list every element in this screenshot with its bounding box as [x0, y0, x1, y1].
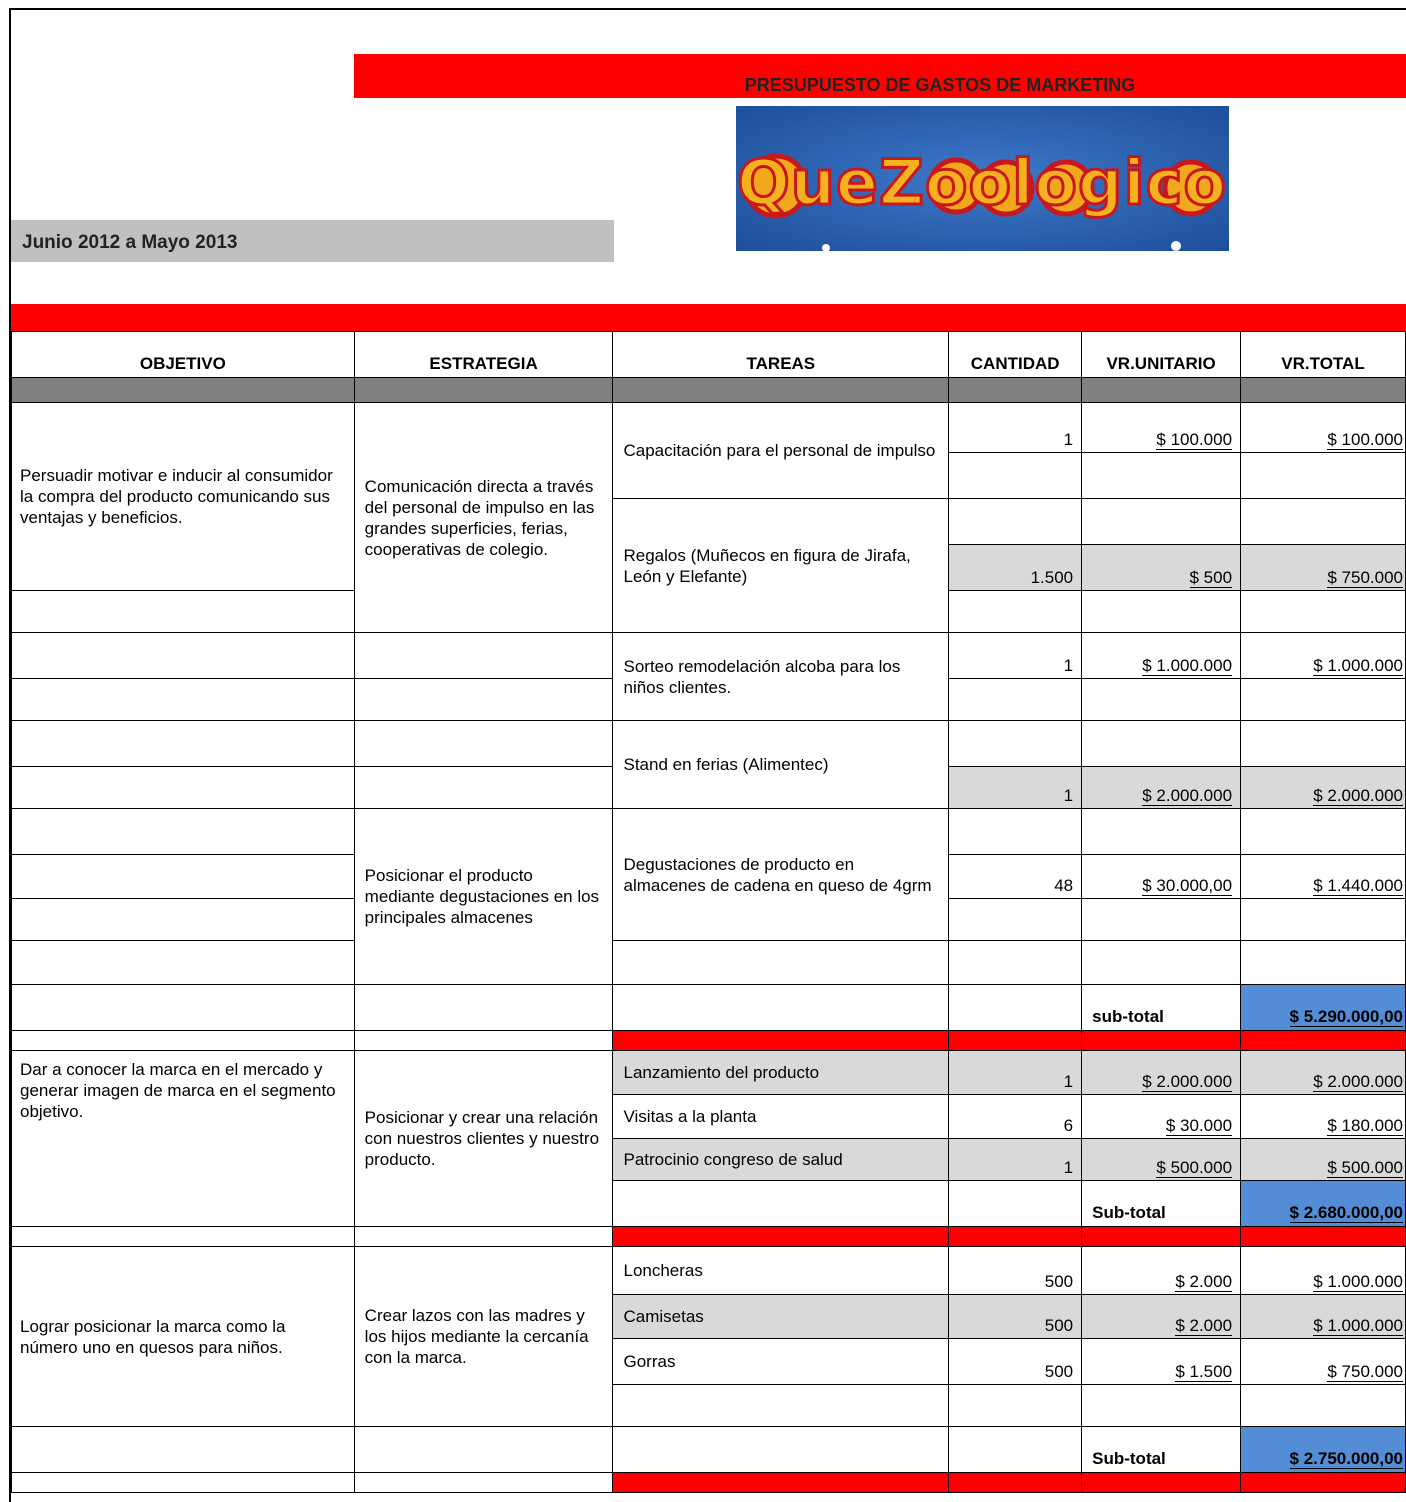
task-total: $ 750.000 — [1241, 545, 1406, 591]
table-row — [12, 1051, 1406, 1095]
strategy-cell-1b: Posicionar el producto mediante degustaciones en los principales almacenes — [354, 809, 613, 985]
objective-cell-1: Persuadir motivar e inducir al consumidor la compra del producto comunicando sus ventajas y beneficios. — [12, 403, 355, 591]
task-unit: $ 500.000 — [1082, 1139, 1241, 1181]
task-unit: $ 2.000.000 — [1082, 767, 1241, 809]
task-name: Loncheras — [613, 1247, 949, 1295]
task-name: Gorras — [613, 1339, 949, 1385]
table-row — [12, 633, 1406, 679]
strategy-cell-2: Posicionar y crear una relación con nuestros clientes y nuestro producto. — [354, 1051, 613, 1227]
page-title: PRESUPUESTO DE GASTOS DE MARKETING — [744, 75, 1136, 95]
task-name: Sorteo remodelación alcoba para los niños clientes. — [613, 633, 949, 721]
subtotal-label: sub-total — [1082, 985, 1241, 1031]
header-red-band — [11, 304, 1406, 331]
task-qty: 500 — [949, 1339, 1082, 1385]
task-name: Capacitación para el personal de impulso — [613, 403, 949, 499]
task-name: Lanzamiento del producto — [613, 1051, 949, 1095]
col-header-vr-unitario: VR.UNITARIO — [1082, 332, 1241, 378]
subtotal-row — [12, 1427, 1406, 1473]
task-name: Patrocinio congreso de salud — [613, 1139, 949, 1181]
task-qty: 500 — [949, 1247, 1082, 1295]
table-row — [12, 941, 1406, 985]
subtotal-row — [12, 985, 1406, 1031]
task-total: $ 750.000 — [1241, 1339, 1406, 1385]
red-separator-row — [12, 1227, 1406, 1247]
task-unit: $ 2.000 — [1082, 1295, 1241, 1339]
task-total: $ 2.000.000 — [1241, 1051, 1406, 1095]
col-header-objetivo: OBJETIVO — [12, 332, 355, 378]
col-header-estrategia: ESTRATEGIA — [354, 332, 613, 378]
task-qty: 1 — [949, 403, 1082, 453]
table-row — [12, 809, 1406, 855]
task-total: $ 2.000.000 — [1241, 767, 1406, 809]
task-name: Stand en ferias (Alimentec) — [613, 721, 949, 809]
subtotal-value: $ 5.290.000,00 — [1241, 985, 1406, 1031]
table-row — [12, 403, 1406, 453]
task-unit: $ 100.000 — [1082, 403, 1241, 453]
sheet-top-border — [9, 8, 1406, 10]
task-name: Camisetas — [613, 1295, 949, 1339]
task-qty: 1.500 — [949, 545, 1082, 591]
task-total: $ 1.000.000 — [1241, 1247, 1406, 1295]
task-total: $ 180.000 — [1241, 1095, 1406, 1139]
subtotal-value: $ 2.680.000,00 — [1241, 1181, 1406, 1227]
task-name: Regalos (Muñecos en figura de Jirafa, León y Elefante) — [613, 499, 949, 633]
task-qty: 1 — [949, 1139, 1082, 1181]
logo-graphic — [736, 106, 1229, 251]
objective-cell-2: Dar a conocer la marca en el mercado y generar imagen de marca en el segmento objetivo. — [12, 1051, 355, 1227]
strategy-cell-1: Comunicación directa a través del personal de impulso en las grandes superficies, ferias, cooperativas de colegio. — [354, 403, 613, 633]
task-total: $ 100.000 — [1241, 403, 1406, 453]
task-name: Degustaciones de producto en almacenes de cadena en queso de 4grm — [613, 809, 949, 941]
task-qty: 1 — [949, 1051, 1082, 1095]
col-header-tareas: TAREAS — [613, 332, 949, 378]
period-label: Junio 2012 a Mayo 2013 — [22, 232, 238, 253]
col-header-cantidad: CANTIDAD — [949, 332, 1082, 378]
task-unit: $ 30.000 — [1082, 1095, 1241, 1139]
subtotal-value: $ 2.750.000,00 — [1241, 1427, 1406, 1473]
task-unit: $ 30.000,00 — [1082, 855, 1241, 899]
task-qty: 48 — [949, 855, 1082, 899]
task-unit: $ 1.000.000 — [1082, 633, 1241, 679]
svg-text:QueZoologico: QueZoologico — [737, 146, 1227, 219]
strategy-cell-3: Crear lazos con las madres y los hijos mediante la cercanía con la marca. — [354, 1247, 613, 1427]
task-unit: $ 2.000.000 — [1082, 1051, 1241, 1095]
title-banner — [354, 54, 1406, 98]
task-unit: $ 500 — [1082, 545, 1241, 591]
subtotal-label: Sub-total — [1082, 1427, 1241, 1473]
budget-table — [11, 331, 1406, 1493]
task-total: $ 1.000.000 — [1241, 1295, 1406, 1339]
subtotal-label: Sub-total — [1082, 1181, 1241, 1227]
task-name: Visitas a la planta — [613, 1095, 949, 1139]
task-qty: 6 — [949, 1095, 1082, 1139]
brand-logo — [736, 106, 1229, 251]
task-total: $ 1.440.000 — [1241, 855, 1406, 899]
task-qty: 1 — [949, 633, 1082, 679]
task-total: $ 500.000 — [1241, 1139, 1406, 1181]
table-row — [12, 721, 1406, 767]
gray-separator-row — [12, 378, 1406, 403]
task-unit: $ 2.000 — [1082, 1247, 1241, 1295]
table-row — [12, 1247, 1406, 1295]
objective-cell-3: Lograr posicionar la marca como la número uno en quesos para niños. — [12, 1247, 355, 1427]
red-separator-row — [12, 1031, 1406, 1051]
task-qty: 1 — [949, 767, 1082, 809]
red-separator-row — [12, 1473, 1406, 1493]
task-unit: $ 1.500 — [1082, 1339, 1241, 1385]
task-total: $ 1.000.000 — [1241, 633, 1406, 679]
header-row — [12, 332, 1406, 378]
col-header-vr-total: VR.TOTAL — [1241, 332, 1406, 378]
task-qty: 500 — [949, 1295, 1082, 1339]
